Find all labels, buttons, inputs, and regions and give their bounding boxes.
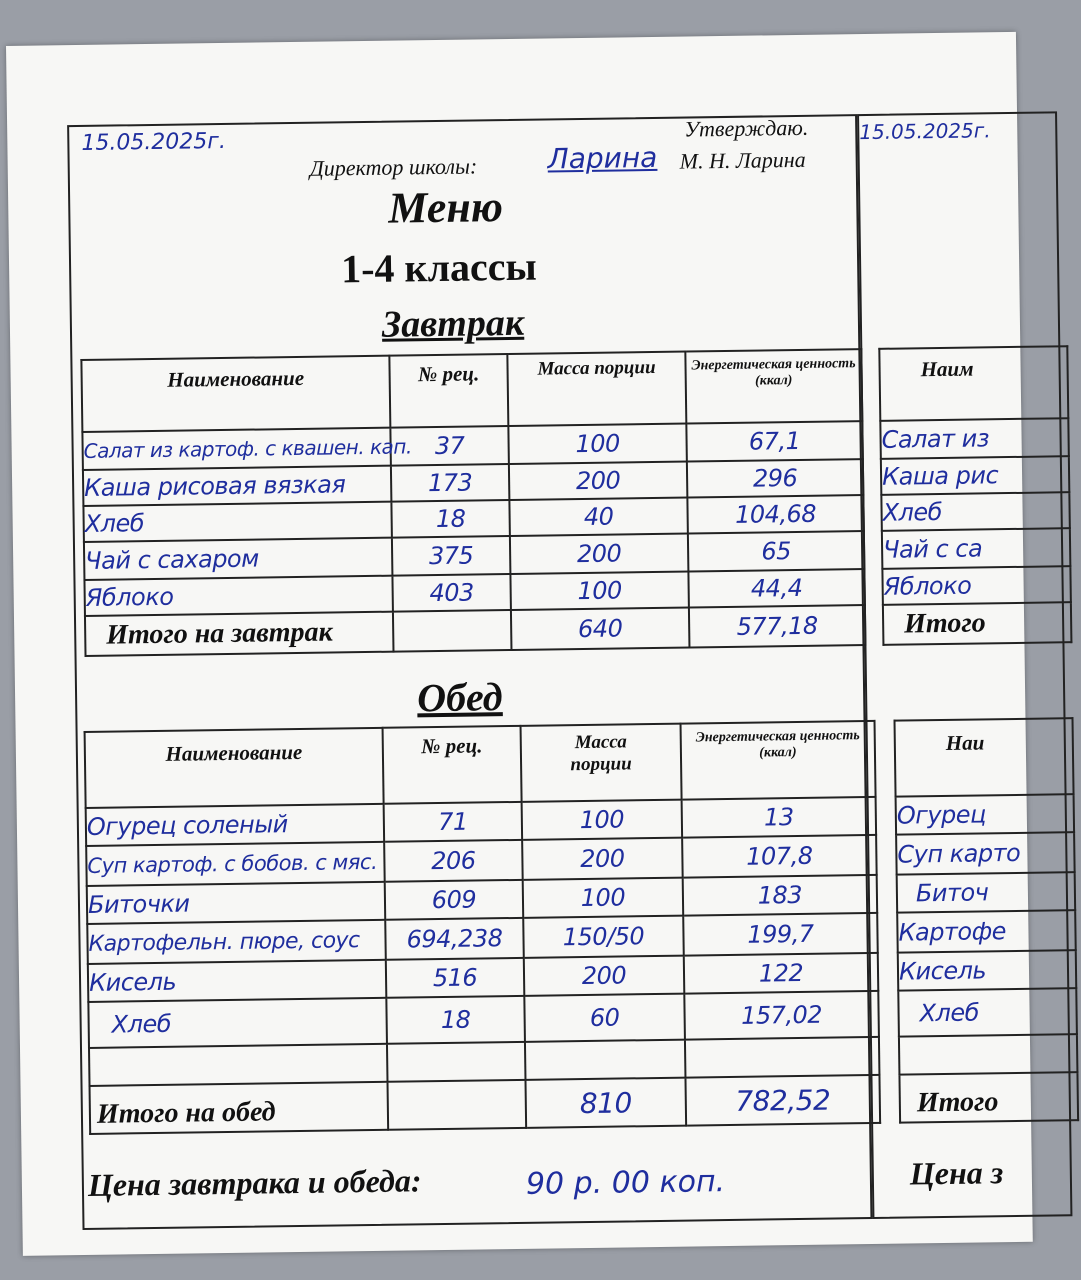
breakfast-row-name: Салат из картоф. с квашен. кап. [82, 428, 391, 470]
lunch-row-mass [525, 1040, 686, 1080]
second-col-header: Наи [895, 718, 1074, 796]
director-name: М. Н. Ларина [679, 146, 806, 174]
lunch-row-rec: 206 [384, 840, 523, 882]
page-title: Меню [387, 182, 504, 233]
lunch-row-mass: 100 [523, 878, 684, 918]
second-date: 15.05.2025г. [859, 118, 991, 145]
second-row-name: Кисель [898, 950, 1077, 990]
second-menu-sheet-partial [857, 111, 1072, 1219]
breakfast-row-mass: 40 [509, 498, 687, 536]
lunch-row-name: Огурец соленый [86, 804, 385, 846]
breakfast-heading: Завтрак [381, 301, 525, 346]
breakfast-total-label: Итого на завтрак [85, 612, 394, 656]
lunch-row-energy [685, 1037, 880, 1078]
second-total-label: Итого [883, 602, 1072, 645]
lunch-row-mass: 200 [522, 838, 683, 880]
breakfast-table [80, 348, 866, 657]
second-breakfast-table [878, 345, 1072, 646]
breakfast-row-name: Хлеб [83, 502, 391, 542]
breakfast-row-name: Чай с сахаром [84, 538, 393, 580]
breakfast-row-name: Яблоко [84, 576, 392, 616]
lunch-heading: Обед [416, 674, 503, 721]
lunch-row-mass: 200 [524, 956, 685, 996]
paper-page [6, 32, 1033, 1256]
price-label: Цена завтрака и обеда: [87, 1162, 422, 1203]
col-header-energy: Энергетическая ценность (ккал) [681, 721, 876, 800]
breakfast-row-rec: 403 [392, 574, 510, 612]
col-header-mass: Масса порции [521, 724, 682, 802]
lunch-row-energy: 199,7 [683, 913, 878, 956]
lunch-row-energy: 157,02 [684, 991, 879, 1040]
lunch-row-rec: 609 [385, 880, 524, 920]
date: 15.05.2025г. [81, 128, 227, 156]
lunch-row-rec: 71 [384, 802, 523, 842]
breakfast-row-mass: 200 [510, 534, 689, 574]
second-row-name: Суп карто [896, 832, 1075, 874]
second-total-label: Итого [899, 1072, 1078, 1122]
breakfast-row-mass: 100 [508, 424, 687, 464]
lunch-row-name: Кисель [88, 960, 387, 1002]
lunch-row-rec: 18 [386, 996, 525, 1044]
lunch-row-name: Хлеб [88, 998, 387, 1048]
second-price-label: Цена з [909, 1154, 1004, 1192]
second-lunch-table [893, 717, 1079, 1123]
breakfast-row-energy: 67,1 [686, 421, 863, 461]
second-row-name [899, 1034, 1078, 1074]
breakfast-row-rec: 37 [390, 426, 509, 466]
second-row-name: Яблоко [882, 566, 1070, 605]
lunch-row-mass: 150/50 [523, 916, 684, 958]
lunch-row-rec: 516 [386, 958, 525, 998]
second-row-name: Картофе [897, 910, 1076, 952]
col-header-mass: Масса порции [507, 352, 686, 426]
breakfast-row-name: Каша рисовая вязкая [83, 466, 391, 506]
col-header-name: Наименование [81, 356, 390, 432]
second-row-name: Огурец [896, 794, 1075, 834]
lunch-row-name: Биточки [87, 882, 386, 924]
lunch-row-energy: 183 [683, 875, 878, 916]
col-header-name: Наименование [85, 728, 384, 808]
lunch-total-rec [387, 1080, 526, 1130]
breakfast-row-rec: 375 [392, 536, 511, 576]
lunch-row-mass: 60 [524, 994, 685, 1042]
second-row-name: Каша рис [881, 456, 1069, 495]
lunch-row-mass: 100 [522, 800, 683, 840]
breakfast-total-energy: 577,18 [689, 605, 866, 647]
approve-label: Утверждаю. [684, 114, 809, 142]
second-row-name: Биточ [897, 872, 1076, 912]
lunch-total-mass: 810 [525, 1078, 686, 1128]
lunch-row-rec [387, 1042, 526, 1082]
lunch-row-name: Картофельн. пюре, соус [87, 920, 386, 964]
col-header-energy: Энергетическая ценность (ккал) [685, 349, 862, 423]
col-header-rec: № рец. [389, 354, 508, 428]
lunch-row-rec: 694,238 [385, 918, 524, 960]
second-row-name: Салат из [880, 418, 1069, 459]
lunch-total-label: Итого на обед [90, 1082, 389, 1134]
director-label: Директор школы: [309, 153, 478, 181]
page-subtitle: 1-4 классы [340, 243, 537, 292]
second-col-header: Наим [879, 346, 1068, 421]
second-row-name: Хлеб [881, 492, 1069, 531]
price-value: 90 р. 00 коп. [525, 1164, 726, 1202]
lunch-row-energy: 122 [684, 953, 879, 994]
breakfast-row-energy: 296 [687, 459, 863, 497]
breakfast-row-energy: 44,4 [688, 569, 864, 607]
director-signature: Ларина [547, 140, 658, 176]
lunch-row-energy: 13 [682, 797, 877, 838]
menu-sheet [67, 114, 872, 1230]
lunch-table [84, 720, 882, 1135]
second-row-name: Чай с са [882, 528, 1071, 569]
col-header-rec: № рец. [383, 726, 522, 804]
lunch-row-energy: 107,8 [682, 835, 877, 878]
lunch-total-energy: 782,52 [685, 1075, 880, 1126]
breakfast-total-rec [393, 610, 512, 652]
lunch-row-name: Суп картоф. с бобов. с мяс. [86, 842, 385, 886]
lunch-row-name [89, 1044, 388, 1086]
breakfast-row-energy: 104,68 [687, 495, 863, 533]
breakfast-total-mass: 640 [511, 608, 690, 650]
breakfast-row-mass: 200 [509, 462, 687, 500]
breakfast-row-mass: 100 [510, 572, 688, 610]
second-row-name: Хлеб [898, 988, 1077, 1036]
breakfast-row-rec: 18 [391, 500, 509, 538]
breakfast-row-rec: 173 [391, 464, 509, 502]
breakfast-row-energy: 65 [688, 531, 865, 571]
